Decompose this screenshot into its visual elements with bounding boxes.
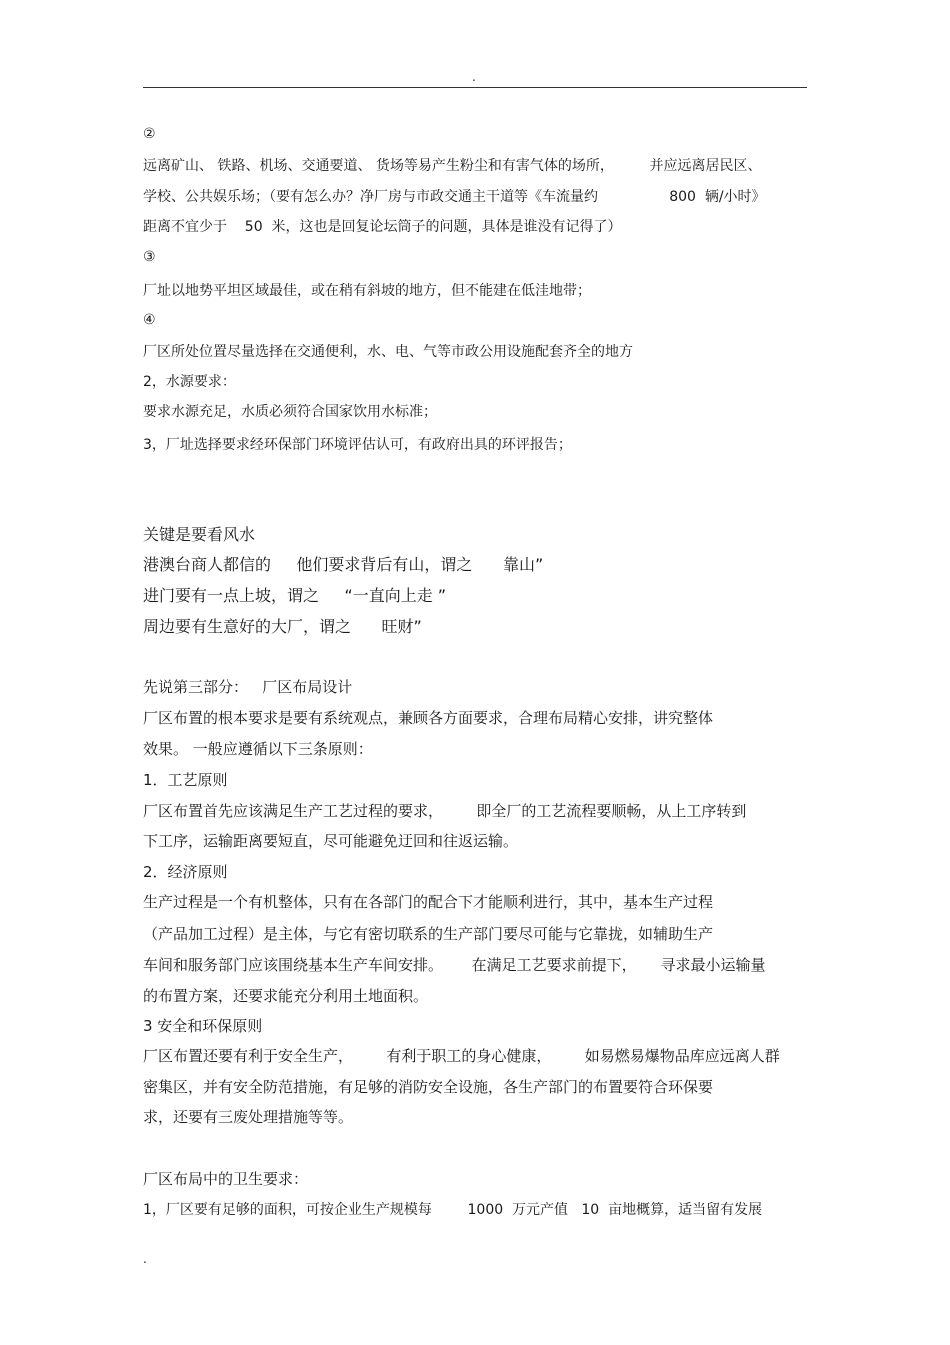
text-line: 周边要有生意好的大厂，谓之 旺财” (143, 617, 422, 636)
text-line: 效果。 一般应遵循以下三条原则： (143, 740, 373, 758)
text-line: 距离不宜少于 50 米，这也是回复论坛筒子的问题，具体是谁没有记得了） (143, 219, 622, 235)
text-line: 进门要有一点上坡，谓之 “一直向上走 ” (143, 586, 447, 605)
text-line: 的布置方案，还要求能充分利用土地面积。 (143, 987, 429, 1005)
list-marker-4: ④ (143, 312, 156, 328)
text-line: 厂区所处位置尽量选择在交通便利，水、电、气等市政公用设施配套齐全的地方 (143, 344, 633, 360)
text-line: 密集区，并有安全防范措施，有足够的消防安全设施，各生产部门的布置要符合环保要 (143, 1078, 714, 1096)
text-line: 港澳台商人都信的 他们要求背后有山，谓之 靠山” (143, 555, 544, 574)
subsection-heading: 2．经济原则 (143, 863, 228, 881)
text-line: 远离矿山、 铁路、机场、交通要道、 货场等易产生粉尘和有害气体的场所， 并应远离居民区、 (143, 158, 762, 174)
list-marker-2: ② (143, 126, 156, 142)
section-heading: 关键是要看风水 (143, 525, 256, 544)
text-line: 厂址以地势平坦区域最佳，或在稍有斜坡的地方，但不能建在低洼地带； (143, 283, 591, 299)
section-heading: 厂区布局中的卫生要求： (143, 1170, 309, 1188)
text-line: 生产过程是一个有机整体，只有在各部门的配合下才能顺利进行，其中，基本生产过程 (143, 893, 714, 911)
header-mark: . (472, 70, 476, 84)
text-line: 要求水源充足，水质必须符合国家饮用水标准； (143, 404, 437, 420)
list-marker-3: ③ (143, 249, 156, 265)
header-rule (143, 87, 807, 88)
subsection-heading: 1．工艺原则 (143, 771, 228, 789)
text-line: 车间和服务部门应该围绕基本生产车间安排。 在满足工艺要求前提下， 寻求最小运输量 (143, 956, 766, 974)
text-line: 学校、公共娱乐场；（要有怎么办？净厂房与市政交通主干道等《车流量约 800 辆/小时》 (143, 189, 766, 205)
text-line: 1，厂区要有足够的面积，可按企业生产规模每 1000 万元产值 10 亩地概算，适当留有发展 (143, 1202, 763, 1218)
section-heading: 先说第三部分： 厂区布局设计 (143, 678, 353, 696)
section-heading: 2，水源要求： (143, 374, 236, 390)
text-line: 3，厂址选择要求经环保部门环境评估认可，有政府出具的环评报告； (143, 437, 572, 453)
text-line: 厂区布置的根本要求是要有系统观点，兼顾各方面要求，合理布局精心安排，讲究整体 (143, 709, 714, 727)
text-line: 厂区布置还要有利于安全生产， 有利于职工的身心健康， 如易燃易爆物品库应远离人群 (143, 1047, 780, 1065)
text-line: 下工序，运输距离要短直，尽可能避免迂回和往返运输。 (143, 832, 519, 850)
text-line: 求，还要有三废处理措施等等。 (143, 1108, 354, 1126)
footer-mark: . (143, 1252, 147, 1266)
text-line: 厂区布置首先应该满足生产工艺过程的要求， 即全厂的工艺流程要顺畅，从上工序转到 (143, 802, 747, 820)
subsection-heading: 3 安全和环保原则 (143, 1017, 263, 1035)
text-line: （产品加工过程）是主体，与它有密切联系的生产部门要尽可能与它靠拢，如辅助生产 (143, 925, 714, 943)
